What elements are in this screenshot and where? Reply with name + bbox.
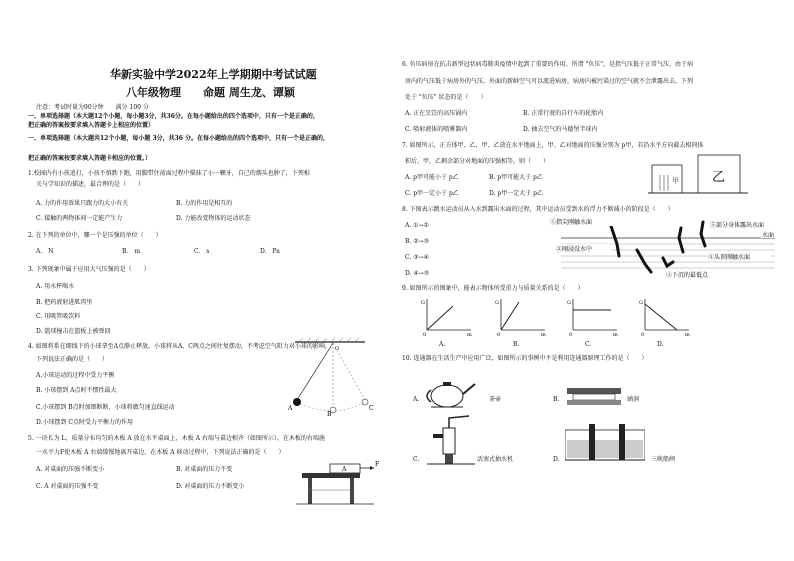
- q1-option-a: A. 力的作用效果只跟力的大小有关: [36, 200, 129, 207]
- graph-b-axis-m: m: [541, 332, 546, 336]
- pendulum-figure: [285, 338, 375, 416]
- q9-stem: 9. 如图所示的图象中，能表示物体所受重力与质量关系的是（ ）: [402, 285, 584, 292]
- q7-stem2: 积后，甲，乙剩余部分对地面的压强相等，则（ ）: [405, 158, 550, 165]
- q4-option-c: C.小球摆到 B点时加细断断，小球将做匀速直线运动: [36, 404, 175, 411]
- q9-option-c: C.: [585, 341, 592, 348]
- q1-option-b: B. 力的作用是相互的: [176, 200, 233, 207]
- q3-option-b: B. 把药液射进肌肉里: [36, 299, 93, 306]
- q1-option-d: D. 力能改变物体的运动状态: [176, 215, 251, 222]
- graph-a: [415, 296, 475, 336]
- ship-lock-figure: [565, 420, 645, 464]
- q8-option-c: C. ③→④: [405, 254, 429, 261]
- q4-stem2: 下列说法正确的是（ ）: [36, 356, 109, 363]
- q9-option-a: A.: [439, 341, 446, 348]
- q1-stem: 1.校园内有小孩追打，小孩不慎跌下跑，用脚带住前面过程中描抹了小一颗牙，自己的烟头也肿了，下列相: [28, 170, 310, 177]
- exam-title: 华新实验中学2022年上学期期中考试试题: [110, 68, 317, 81]
- q9-option-b: B.: [513, 341, 520, 348]
- q3-option-c: C. 用吸管吸饮料: [36, 313, 81, 320]
- q5-option-c: C. A 对桌面的压强不变: [36, 483, 99, 490]
- q6-option-a: A. 正在烹饪的高压锅内: [405, 110, 468, 117]
- q10-option-a: A.: [413, 396, 420, 403]
- q5-stem2: 一水平力F使木板 A 右端缓慢地离开桌边，在木板 A 移动过程中，下列说法正确的是（ ）: [36, 449, 285, 456]
- q9-option-d: D.: [657, 341, 664, 348]
- q7-stem: 7. 如图所示，正方体甲、乙，甲、乙放在水平地面上，甲、乙对地面的压强分别为 p甲，若沿水平方向截去相同体: [402, 142, 704, 149]
- q5-stem: 5. 一块长为 L，质量分布均匀的木板 A 放在水平桌面上，木板 A 右端与桌边相齐（如图所示）。在木板的右端施: [28, 435, 325, 442]
- q1-stem2: 关与学知识的描述，最合理的是（ ）: [36, 181, 145, 188]
- pump-figure: [425, 414, 485, 468]
- pendulum-label-o: O: [335, 346, 340, 352]
- q6-option-d: D. 抽去空气的马德堡半球内: [523, 126, 598, 133]
- graph-d-axis-g: G: [639, 300, 643, 306]
- q10-stem: 10. 连通器在生活生产中应用广泛，如图所示的事例中不是利用连通器原理工作的是（ ）: [402, 355, 648, 362]
- graph-b: [489, 296, 549, 336]
- q2-stem: 2. 在下列的单位中，哪一个是压强的单位（ ）: [28, 232, 162, 239]
- q3-option-a: A. 用水杯喝水: [36, 283, 75, 290]
- board-table-figure: [294, 460, 384, 508]
- section-heading-line2: 把正确的答案按要求填入答题卡上相应的位置）: [28, 122, 155, 129]
- graph-c-origin: 0: [569, 332, 573, 336]
- q7-option-c: C. p甲一定小于 p乙: [405, 190, 459, 197]
- q1-option-c: C. 接触的两物体间一定能产生力: [36, 215, 123, 222]
- diver-label-4: ④头顶刚触水面: [708, 254, 751, 261]
- q10-option-d: D.: [553, 456, 560, 463]
- graph-a-origin: 0: [423, 332, 427, 336]
- graph-b-origin: 0: [497, 332, 501, 336]
- q5-option-b: B. 对桌面的压力不变: [176, 466, 233, 473]
- q2-option-c: C. s: [194, 248, 210, 255]
- graph-d-origin: 0: [641, 332, 645, 336]
- cube-label-jia: 甲: [672, 177, 679, 185]
- q7-option-a: A. p甲可能小于 p乙: [405, 174, 459, 181]
- diver-label-2: ②刚浸没水中: [556, 246, 593, 253]
- q4-option-a: A.小球运动的过程中受力平衡: [36, 372, 115, 379]
- q5-option-a: A. 对桌面的压强不断变小: [36, 466, 105, 473]
- q8-option-d: D. ④→⑤: [405, 270, 430, 277]
- q3-stem: 3. 下列现象中属于应用大气压强的是（ ）: [28, 266, 150, 273]
- pump-caption: 活塞式抽水机: [477, 456, 514, 463]
- diver-label-1: ①指尖刚触水面: [550, 219, 593, 226]
- q8-option-a: A. ①→②: [405, 222, 429, 229]
- q3-option-d: D. 篮球撞击在篮板上被弹回: [36, 328, 111, 335]
- pendulum-label-c: C: [369, 405, 374, 412]
- q2-option-a: A. N: [36, 248, 54, 255]
- q2-option-b: B. m: [122, 248, 141, 255]
- q4-option-d: D.小球摆到 C点时受力平衡力的作用: [36, 419, 134, 426]
- pendulum-label-b: B: [327, 411, 332, 416]
- force-label-f: F: [375, 461, 380, 468]
- q10-option-c: C.: [413, 456, 420, 463]
- q4-option-b: B. 小球摆到 A点时不惯性最大: [36, 387, 117, 394]
- graph-a-axis-m: m: [467, 332, 472, 336]
- exam-subtitle: 八年级物理 命题 周生龙、谭颖: [126, 86, 295, 99]
- q6-stem3: 处于 "负压" 状态的是（ ）: [405, 94, 487, 101]
- graph-c-axis-g: G: [567, 300, 571, 306]
- graph-d-axis-m: m: [685, 332, 690, 336]
- q4-stem: 4. 如图将系在细线下的小球拿至A点静止释放，小球将从A、C两点之间往复摆动，不考虑空气阻力对小球的影响，: [28, 343, 331, 350]
- q8-option-b: B. ②→③: [405, 238, 430, 245]
- q7-option-b: B. p甲可能大于 p乙: [489, 174, 543, 181]
- teapot-caption: 茶壶: [489, 396, 502, 403]
- section-heading: 一、单项选择题（本大题12个小题，每小题3分，共36分。在每小题给出的四个选项中，只有一个是正确的，: [28, 113, 319, 120]
- cubes-figure: [648, 149, 748, 199]
- pendulum-label-a: A: [288, 405, 293, 412]
- teapot-figure: [423, 370, 483, 410]
- graph-b-axis-g: G: [495, 300, 499, 306]
- graph-c-axis-m: m: [613, 332, 618, 336]
- diver-label-5: ⑤部分身体露出水面: [710, 222, 765, 229]
- q6-stem: 6. 负压病房在抗击新型冠状病毒肺炎疫情中起到了重要的作用。所谓 "负压"，是指气压低于正常气压，由于病: [402, 61, 694, 68]
- exam-info: 注意：考试时量为90分钟 满分 100 分: [36, 104, 149, 111]
- culvert-figure: [567, 384, 621, 406]
- graph-d: [633, 296, 693, 336]
- board-label-a: A: [342, 466, 347, 473]
- cube-label-yi: 乙: [712, 170, 726, 185]
- diver-figure: [545, 214, 785, 280]
- culvert-caption: 涵洞: [627, 396, 640, 403]
- water-surface-label: 水面: [762, 232, 775, 239]
- graph-c: [561, 296, 621, 336]
- q8-stem: 8. 下图表示跳水运动员从入水到露出水面的过程，其中运动员受到水的浮力不断减小的阶段是（ ）: [402, 206, 674, 213]
- q10-option-b: B.: [553, 396, 560, 403]
- section-heading-dup: 一、单项选择题（本大题共12个小题，每小题 3分，共36 分。在每小题给出的四个选项中，只有一个是正确的，: [28, 135, 330, 142]
- q7-option-d: D. p甲一定大于 p乙: [489, 190, 544, 197]
- q6-option-b: B. 正常行驶的自行车的轮胎内: [523, 110, 604, 117]
- q6-stem2: 房内的气压低于病房外的气压，外面的新鲜空气可以流进病房，病房内被污染过的空气就不会泄露出去。下列: [405, 78, 694, 85]
- right-column: [397, 0, 794, 561]
- ship-lock-caption: 三峡船闸: [651, 456, 676, 463]
- section-heading-dup2: 把正确的答案按要求填入答题卡相应的位置。）: [28, 155, 152, 162]
- graph-a-axis-g: G: [421, 300, 425, 306]
- q5-option-d: D. 对桌面的压力不断变小: [176, 483, 245, 490]
- diver-label-3: ③下沉的最低点: [666, 272, 709, 279]
- q2-option-d: D. Pa: [260, 248, 280, 255]
- q6-option-c: C. 喷射液体的喷雾器内: [405, 126, 468, 133]
